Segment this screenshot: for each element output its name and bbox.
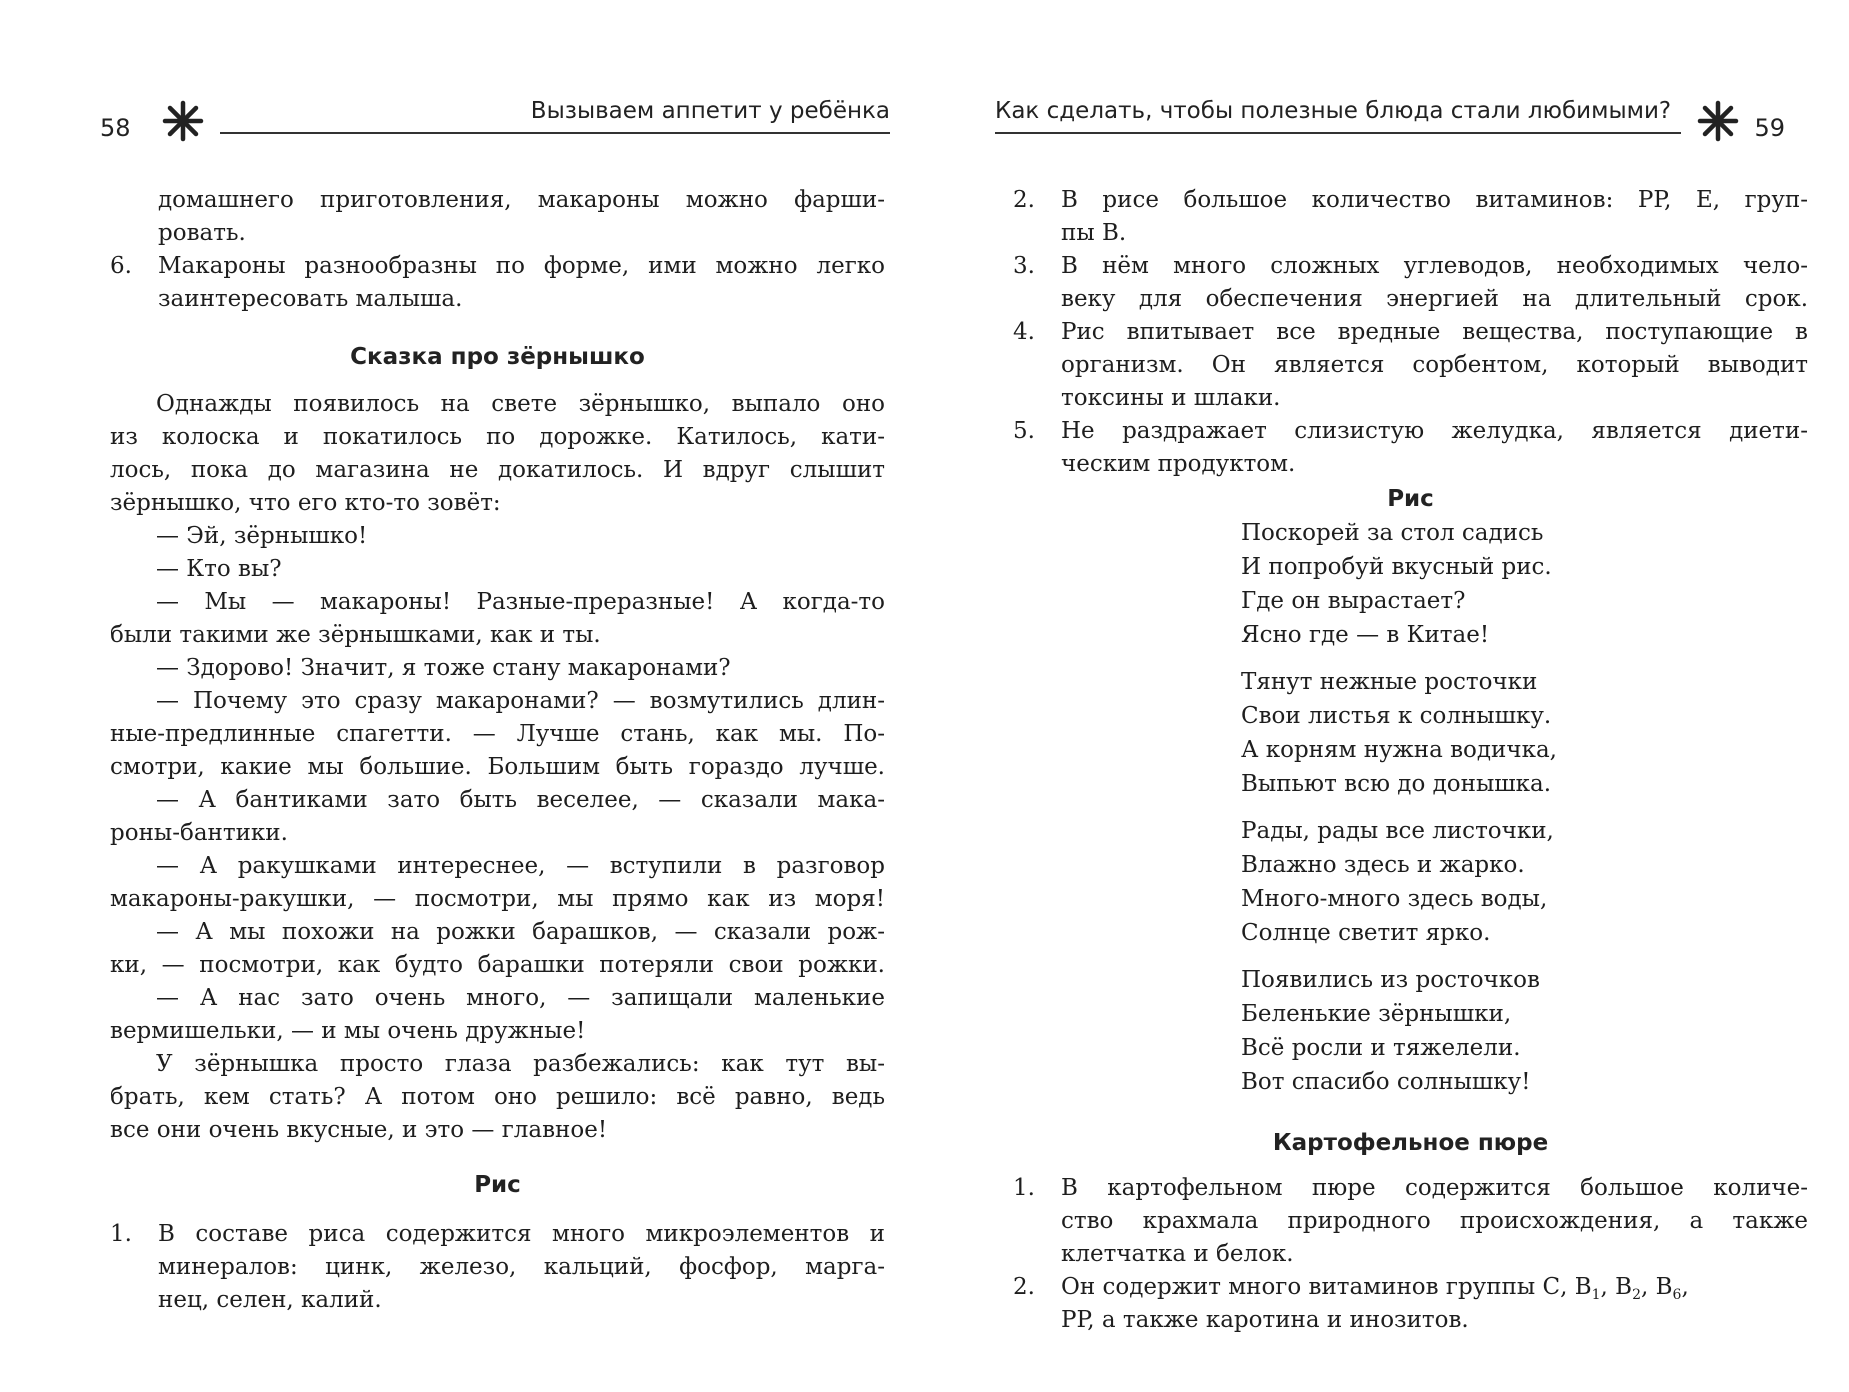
list-item-text: Не раздражает слизистую желудка, является диети- xyxy=(1061,418,1808,444)
poem-stanza xyxy=(1241,665,1808,801)
poem-line: Появились из росточков xyxy=(1241,967,1540,993)
poem-line: Тянут нежные росточки xyxy=(1241,669,1538,695)
text-line: заинтересовать малыша. xyxy=(158,286,463,312)
text-line: вермишельки, — и мы очень дружные! xyxy=(110,1018,586,1044)
list-number: 3. xyxy=(1013,253,1035,279)
poem-stanza xyxy=(1241,516,1808,652)
list-item-text: В рисе большое количество витаминов: PP, E, груп- xyxy=(1061,187,1808,213)
list-item-text: В нём много сложных углеводов, необходимых чело- xyxy=(1061,253,1808,279)
section-heading: Рис xyxy=(474,1172,521,1198)
right-page xyxy=(925,0,1849,1392)
list-item-line xyxy=(1013,316,1808,349)
list-item-line xyxy=(110,250,885,283)
dialogue-line: — А ракушками интереснее, — вступили в разговор xyxy=(156,853,885,879)
list-item-text: , xyxy=(1681,1274,1689,1300)
subscript: 1 xyxy=(1591,1287,1601,1303)
text-line: Однажды появилось на свете зёрнышко, выпало оно xyxy=(156,391,885,417)
header-rule xyxy=(220,132,890,134)
list-item-line xyxy=(1013,1172,1808,1205)
list-item-line xyxy=(1013,1271,1808,1304)
subscript: 6 xyxy=(1672,1287,1682,1303)
text-line: ровать. xyxy=(158,220,246,246)
poem-line: Поскорей за стол садись xyxy=(1241,520,1544,546)
list-number: 5. xyxy=(1013,418,1035,444)
right-page-header xyxy=(995,92,1785,142)
text-line: лось, пока до магазина не докатилось. И вдруг слышит xyxy=(110,457,885,483)
list-item-text: В составе риса содержится много микроэлементов и xyxy=(158,1221,885,1247)
list-item-line xyxy=(110,1218,885,1251)
poem-line: А корням нужна водичка, xyxy=(1241,737,1557,763)
page-number: 58 xyxy=(100,114,131,142)
poem-line: Солнце светит ярко. xyxy=(1241,920,1491,946)
poem-line: Всё росли и тяжелели. xyxy=(1241,1035,1521,1061)
poem-line: Где он вырастает? xyxy=(1241,588,1466,614)
text-line: все они очень вкусные, и это — главное! xyxy=(110,1117,608,1143)
list-item-line xyxy=(1013,184,1808,217)
text-line: смотри, какие мы большие. Большим быть гораздо лучше. xyxy=(110,754,885,780)
left-page-body xyxy=(110,184,885,1317)
text-line: пы В. xyxy=(1061,220,1127,246)
dialogue-line: — Кто вы? xyxy=(156,556,282,582)
poem-line: Рады, рады все листочки, xyxy=(1241,818,1554,844)
poem-stanza xyxy=(1241,814,1808,950)
text-line: токсины и шлаки. xyxy=(1061,385,1281,411)
list-number: 1. xyxy=(1013,1175,1035,1201)
poem-line: Ясно где — в Китае! xyxy=(1241,622,1490,648)
text-line: были такими же зёрнышками, как и ты. xyxy=(110,622,601,648)
poem-line: Свои листья к солнышку. xyxy=(1241,703,1552,729)
list-number: 1. xyxy=(110,1221,132,1247)
poem-line: Много-много здесь воды, xyxy=(1241,886,1548,912)
list-item-text: Рис впитывает все вредные вещества, поступающие в xyxy=(1061,319,1808,345)
page-number: 59 xyxy=(1754,114,1785,142)
text-line: ки, — посмотри, как будто барашки потеряли свои рожки. xyxy=(110,952,885,978)
header-rule xyxy=(995,132,1681,134)
text-line: PP, а также каротина и инозитов. xyxy=(1061,1307,1469,1333)
text-line: организм. Он является сорбентом, который выводит xyxy=(1061,352,1808,378)
text-line: домашнего приготовления, макароны можно фарши- xyxy=(158,187,885,213)
list-item-text: В картофельном пюре содержится большое количе- xyxy=(1061,1175,1808,1201)
running-head: Как сделать, чтобы полезные блюда стали любимыми? xyxy=(995,98,1672,124)
section-heading: Сказка про зёрнышко xyxy=(350,344,645,370)
dialogue-line: — Почему это сразу макаронами? — возмутились длин- xyxy=(156,688,885,714)
text-line: из колоска и покатилось по дорожке. Катилось, кати- xyxy=(110,424,885,450)
list-item-text: Он содержит много витаминов группы С, В xyxy=(1061,1274,1592,1300)
list-number: 2. xyxy=(1013,1274,1035,1300)
text-line: веку для обеспечения энергией на длительный срок. xyxy=(1061,286,1808,312)
poem-line: Беленькие зёрнышки, xyxy=(1241,1001,1512,1027)
poem-line: Влажно здесь и жарко. xyxy=(1241,852,1525,878)
text-line: клетчатка и белок. xyxy=(1061,1241,1294,1267)
right-page-body xyxy=(1013,184,1808,1337)
poem-line: Вот спасибо солнышку! xyxy=(1241,1069,1531,1095)
text-line: макароны-ракушки, — посмотри, мы прямо как из моря! xyxy=(110,886,885,912)
poem xyxy=(1013,516,1808,1099)
text-line: зёрнышко, что его кто-то зовёт: xyxy=(110,490,501,516)
dialogue-line: — Здорово! Значит, я тоже стану макаронами? xyxy=(156,655,731,681)
poem-stanza xyxy=(1241,963,1808,1099)
poem-line: И попробуй вкусный рис. xyxy=(1241,554,1552,580)
section-heading: Картофельное пюре xyxy=(1272,1130,1549,1156)
text-line: брать, кем стать? А потом оно решило: всё равно, ведь xyxy=(110,1084,885,1110)
list-item-line xyxy=(1013,415,1808,448)
asterisk-ornament-icon xyxy=(160,98,206,144)
dialogue-line: — А бантиками зато быть веселее, — сказали мака- xyxy=(156,787,885,813)
list-number: 4. xyxy=(1013,319,1035,345)
left-page-header xyxy=(100,92,890,142)
dialogue-line: — Мы — макароны! Разные-преразные! А когда-то xyxy=(156,589,885,615)
text-line: минералов: цинк, железо, кальций, фосфор, марга- xyxy=(158,1254,885,1280)
poem-title: Рис xyxy=(1387,486,1434,512)
poem-line: Выпьют всю до донышка. xyxy=(1241,771,1552,797)
text-line: ческим продуктом. xyxy=(1061,451,1296,477)
text-line: нец, селен, калий. xyxy=(158,1287,382,1313)
list-number: 6. xyxy=(110,253,132,279)
text-line: У зёрнышка просто глаза разбежались: как тут вы- xyxy=(156,1051,885,1077)
dialogue-line: — Эй, зёрнышко! xyxy=(156,523,368,549)
list-item-text: , В xyxy=(1640,1274,1673,1300)
asterisk-ornament-icon xyxy=(1695,98,1741,144)
text-line: ство крахмала природного происхождения, а также xyxy=(1061,1208,1808,1234)
subscript: 2 xyxy=(1632,1287,1641,1303)
list-item-line xyxy=(1013,250,1808,283)
list-item-text: , В xyxy=(1600,1274,1633,1300)
dialogue-line: — А мы похожи на рожки барашков, — сказали рож- xyxy=(156,919,885,945)
list-number: 2. xyxy=(1013,187,1035,213)
list-item-text: Макароны разнообразны по форме, ими можно легко xyxy=(158,253,885,279)
text-line: ные-предлинные спагетти. — Лучше стань, как мы. По- xyxy=(110,721,885,747)
dialogue-line: — А нас зато очень много, — запищали маленькие xyxy=(156,985,885,1011)
running-head: Вызываем аппетит у ребёнка xyxy=(530,98,890,124)
text-line: роны-бантики. xyxy=(110,820,288,846)
